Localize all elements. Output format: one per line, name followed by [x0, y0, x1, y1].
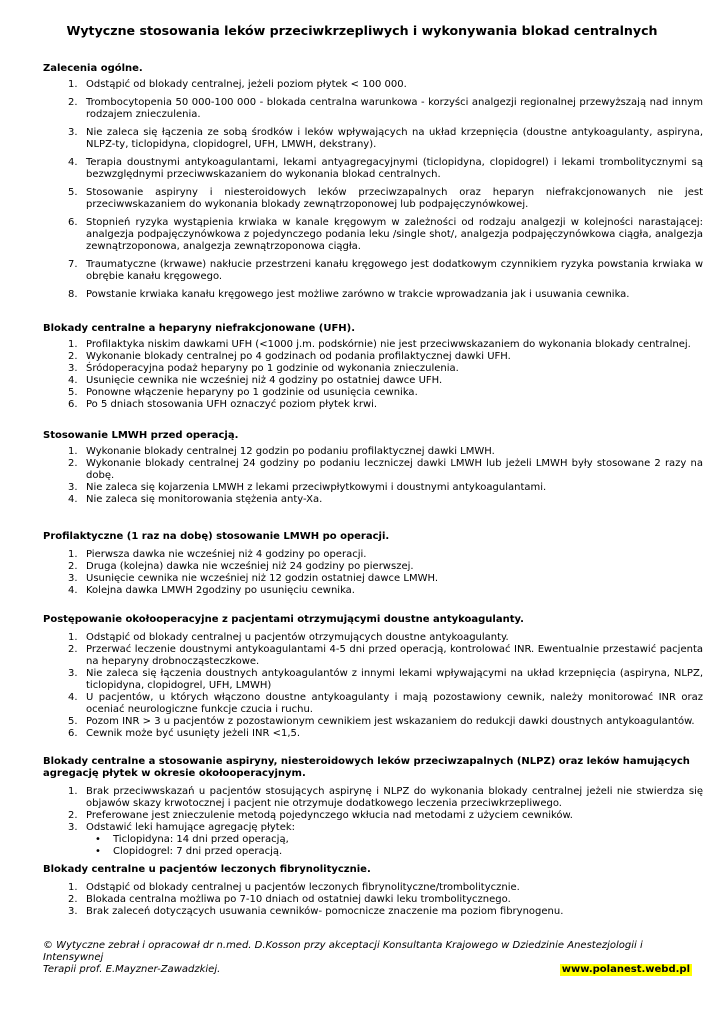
list-item: [43, 363, 703, 375]
item-text: Wykonanie blokady centralnej po 4 godzinach od podania profilaktycznej dawki UFH.: [86, 351, 511, 362]
list-item: [43, 259, 703, 283]
item-number: 4.: [68, 692, 78, 703]
list-item: [43, 351, 703, 363]
item-text: Odstawić leki hamujące agregację płytek:: [86, 822, 296, 833]
item-number: 2.: [68, 97, 78, 108]
list-item: [43, 573, 703, 585]
list-item: [43, 339, 703, 351]
item-text: Pierwsza dawka nie wcześniej niż 4 godziny po operacji.: [86, 549, 367, 560]
section-ufh: [43, 323, 703, 411]
item-number: 1.: [68, 549, 78, 560]
section-lmwh-after: [43, 531, 703, 597]
numbered-list: [43, 632, 703, 740]
item-number: 6.: [68, 399, 78, 410]
item-number: 4.: [68, 375, 78, 386]
item-text: Powstanie krwiaka kanału kręgowego jest możliwe zarówno w trakcie wprowadzania jak i usuwania cewnika.: [86, 289, 630, 300]
list-item: [43, 375, 703, 387]
item-text: Traumatyczne (krwawe) nakłucie przestrzeni kanału kręgowego jest dodatkowym czynnikiem ryzyka powstania krwiaka w obrębie kanału kręgowego.: [86, 259, 703, 282]
item-number: 3.: [68, 822, 78, 833]
item-text: Preferowane jest znieczulenie metodą pojedynczego wkłucia nad metodami z użyciem cewników.: [86, 810, 573, 821]
item-number: 5.: [68, 387, 78, 398]
item-number: 8.: [68, 289, 78, 300]
item-text: U pacjentów, u których włączono doustne antykoagulanty i mają pozostawiony cewnik, należy monitorować INR oraz oceniać neurologiczne funkcje czucia i ruchu.: [86, 692, 703, 715]
section-aspirin-nsaid: [43, 756, 703, 858]
list-item: [43, 632, 703, 644]
section-title: Profilaktyczne (1 raz na dobę) stosowanie LMWH po operacji.: [43, 531, 390, 542]
bullet-item: • Clopidogrel: 7 dni przed operacją.: [43, 846, 703, 858]
item-number: 1.: [68, 79, 78, 90]
document-title: Wytyczne stosowania leków przeciwkrzepliwych i wykonywania blokad centralnych: [66, 23, 658, 38]
section-title: Blokady centralne a heparyny niefrakcjonowane (UFH).: [43, 323, 356, 334]
item-number: 7.: [68, 259, 78, 270]
item-text: Kolejna dawka LMWH 2godziny po usunięciu cewnika.: [86, 585, 355, 596]
item-number: 2.: [68, 351, 78, 362]
section-title: Postępowanie okołooperacyjne z pacjentami otrzymującymi doustne antykoagulanty.: [43, 614, 524, 625]
bullet-item: • Ticlopidyna: 14 dni przed operacją,: [43, 834, 703, 846]
numbered-list: [43, 79, 703, 301]
item-number: 2.: [68, 810, 78, 821]
section-fibrinolytic: [43, 864, 703, 918]
section-general-recommendations: [43, 63, 703, 301]
list-item: [43, 387, 703, 399]
list-item: [43, 289, 703, 301]
item-text: Ponowne włączenie heparyny po 1 godzinie od usunięcia cewnika.: [86, 387, 418, 398]
item-number: 1.: [68, 339, 78, 350]
item-text: Usunięcie cewnika nie wcześniej niż 4 godziny po ostatniej dawce UFH.: [86, 375, 443, 386]
item-number: 4.: [68, 585, 78, 596]
bullet-list: [43, 834, 703, 858]
item-text: Odstąpić od blokady centralnej u pacjentów otrzymujących doustne antykoagulanty.: [86, 632, 509, 643]
list-item: [43, 692, 703, 716]
item-number: 2.: [68, 894, 78, 905]
item-text: Odstąpić od blokady centralnej, jeżeli poziom płytek < 100 000.: [86, 79, 407, 90]
list-item: [43, 716, 703, 728]
item-number: 5.: [68, 716, 78, 727]
item-number: 3.: [68, 482, 78, 493]
item-number: 2.: [68, 644, 78, 655]
list-item: [43, 446, 703, 458]
item-text: Profilaktyka niskim dawkami UFH (<1000 j.m. podskórnie) nie jest przeciwwskazaniem do wykonania blokady centralnej.: [86, 339, 691, 350]
item-text: Odstąpić od blokady centralnej u pacjentów leczonych fibrynolityczne/trombolitycznie.: [86, 882, 520, 893]
item-text: Po 5 dniach stosowania UFH oznaczyć poziom płytek krwi.: [86, 399, 378, 410]
list-item: [43, 668, 703, 692]
item-number: 3.: [68, 363, 78, 374]
item-text: Stosowanie aspiryny i niesteroidowych leków przeciwzapalnych oraz heparyn niefrakcjonowanych nie jest przeciwwskazaniem do wykonania blokady zewnątrzoponowej lub podpajęczynówkowej.: [86, 187, 703, 210]
item-number: 1.: [68, 446, 78, 457]
item-number: 4.: [68, 157, 78, 168]
section-oral-anticoagulants: [43, 614, 703, 740]
list-item: [43, 187, 703, 211]
footer-credit-line-2: [43, 964, 703, 976]
item-number: 4.: [68, 494, 78, 505]
item-text: Nie zaleca się łączenia doustnych antykoagulantów z innymi lekami wpływającymi na układ krzepnięcia (aspiryna, NLPZ, ticlopidyna, clopidogrel, UFH, LMWH): [86, 668, 703, 691]
list-item: [43, 728, 703, 740]
list-item: [43, 786, 703, 810]
list-item: [43, 97, 703, 121]
section-title: Stosowanie LMWH przed operacją.: [43, 430, 239, 441]
item-text: Nie zaleca się kojarzenia LMWH z lekami przeciwpłytkowymi i doustnymi antykoagulantami.: [86, 482, 547, 493]
website-link[interactable]: www.polanest.webd.pl: [561, 964, 690, 975]
item-number: 6.: [68, 728, 78, 739]
item-text: Stopnień ryzyka wystąpienia krwiaka w kanale kręgowym w zależności od rodzaju analgezji w kolejności narastającej: analgezja podpajęczynówkowa z pojedynczego podania leku /single shot/, analgezja podpajęczynówkowa ciągła, analgezja zewnątrzoponowa, analgezja zewnątrzoponowa ciągła.: [86, 217, 703, 252]
list-item: [43, 906, 703, 918]
item-number: 3.: [68, 668, 78, 679]
footer-credit-line: © Wytyczne zebrał i opracował dr n.med. D.Kosson przy akceptacji Konsultanta Krajowego w Dziedzinie Anestezjologii i Intensywnej: [43, 940, 643, 963]
item-text: Trombocytopenia 50 000-100 000 - blokada centralna warunkowa - korzyści analgezji regionalnej przewyższają nad innym rodzajem znieczulenia.: [86, 97, 703, 120]
list-item: [43, 458, 703, 482]
item-number: 2.: [68, 561, 78, 572]
item-text: Druga (kolejna) dawka nie wcześniej niż 24 godziny po pierwszej.: [86, 561, 414, 572]
numbered-list: [43, 339, 703, 411]
numbered-list: [43, 786, 703, 834]
numbered-list: [43, 882, 703, 918]
list-item: [43, 79, 703, 91]
list-item: [43, 399, 703, 411]
list-item: [43, 810, 703, 822]
item-number: 5.: [68, 187, 78, 198]
section-title: Blokady centralne a stosowanie aspiryny, niesteroidowych leków przeciwzapalnych (NLPZ) oraz leków hamujących agregację płytek w okresie okołooperacyjnym.: [43, 756, 690, 779]
footer-credit-text: Terapii prof. E.Mayzner-Zawadzkiej.: [43, 964, 221, 975]
item-number: 1.: [68, 786, 78, 797]
list-item: [43, 882, 703, 894]
section-title: Blokady centralne u pacjentów leczonych fibrynolitycznie.: [43, 864, 371, 875]
item-number: 3.: [68, 906, 78, 917]
list-item: [43, 217, 703, 253]
numbered-list: [43, 549, 703, 597]
item-text: Brak zaleceń dotyczących usuwania cewników- pomocnicze znaczenie ma poziom fibrynogenu.: [86, 906, 564, 917]
item-text: Usunięcie cewnika nie wcześniej niż 12 godzin ostatniej dawce LMWH.: [86, 573, 438, 584]
item-number: 3.: [68, 127, 78, 138]
list-item: [43, 482, 703, 494]
item-text: Pozom INR > 3 u pacjentów z pozostawionym cewnikiem jest wskazaniem do redukcji dawki doustnych antykoagulantów.: [86, 716, 695, 727]
list-item: [43, 894, 703, 906]
item-text: Nie zaleca się łączenia ze sobą środków i leków wpływających na układ krzepnięcia (doustne antykoagulanty, aspiryna, NLPZ-ty, ticlopidyna, clopidogrel, UFH, LMWH, dekstrany).: [86, 127, 703, 150]
item-text: Brak przeciwwskazań u pacjentów stosujących aspirynę i NLPZ do wykonania blokady centralnej jeżeli nie stwierdza się objawów skazy krwotocznej i pacjent nie otrzymuje dodatkowego leczenia przeciwkrzepliwego.: [86, 786, 703, 809]
item-number: 1.: [68, 882, 78, 893]
item-number: 3.: [68, 573, 78, 584]
list-item: [43, 494, 703, 506]
list-item: [43, 644, 703, 668]
list-item: [43, 157, 703, 181]
item-text: Nie zaleca się monitorowania stężenia anty-Xa.: [86, 494, 323, 505]
item-number: 1.: [68, 632, 78, 643]
numbered-list: [43, 446, 703, 506]
list-item: [43, 561, 703, 573]
section-lmwh-before: [43, 430, 703, 506]
item-text: Blokada centralna możliwa po 7-10 dniach od ostatniej dawki leku trombolitycznego.: [86, 894, 511, 905]
item-text: Wykonanie blokady centralnej 24 godziny po podaniu leczniczej dawki LMWH lub jeżeli LMWH były stosowane 2 razy na dobę.: [86, 458, 703, 481]
item-text: Śródoperacyjna podaż heparyny po 1 godzinie od wykonania znieczulenia.: [86, 363, 459, 374]
footer: [43, 940, 703, 976]
list-item: [43, 822, 703, 834]
item-number: 2.: [68, 458, 78, 469]
item-text: Terapia doustnymi antykoagulantami, lekami antyagregacyjnymi (ticlopidyna, clopidogrel) i lekami trombolitycznymi są bezwzględnymi przeciwwskazaniem do wykonania blokad centralnych.: [86, 157, 703, 180]
list-item: [43, 549, 703, 561]
list-item: [43, 127, 703, 151]
item-number: 6.: [68, 217, 78, 228]
section-title: Zalecenia ogólne.: [43, 63, 143, 74]
item-text: Przerwać leczenie doustnymi antykoagulantami 4-5 dni przed operacją, kontrolować INR. Ewentualnie przestawić pacjenta na heparyny drobnocząsteczkowe.: [86, 644, 703, 667]
list-item: [43, 585, 703, 597]
item-text: Cewnik może być usunięty jeżeli INR <1,5.: [86, 728, 301, 739]
item-text: Wykonanie blokady centralnej 12 godzin po podaniu profilaktycznej dawki LMWH.: [86, 446, 495, 457]
